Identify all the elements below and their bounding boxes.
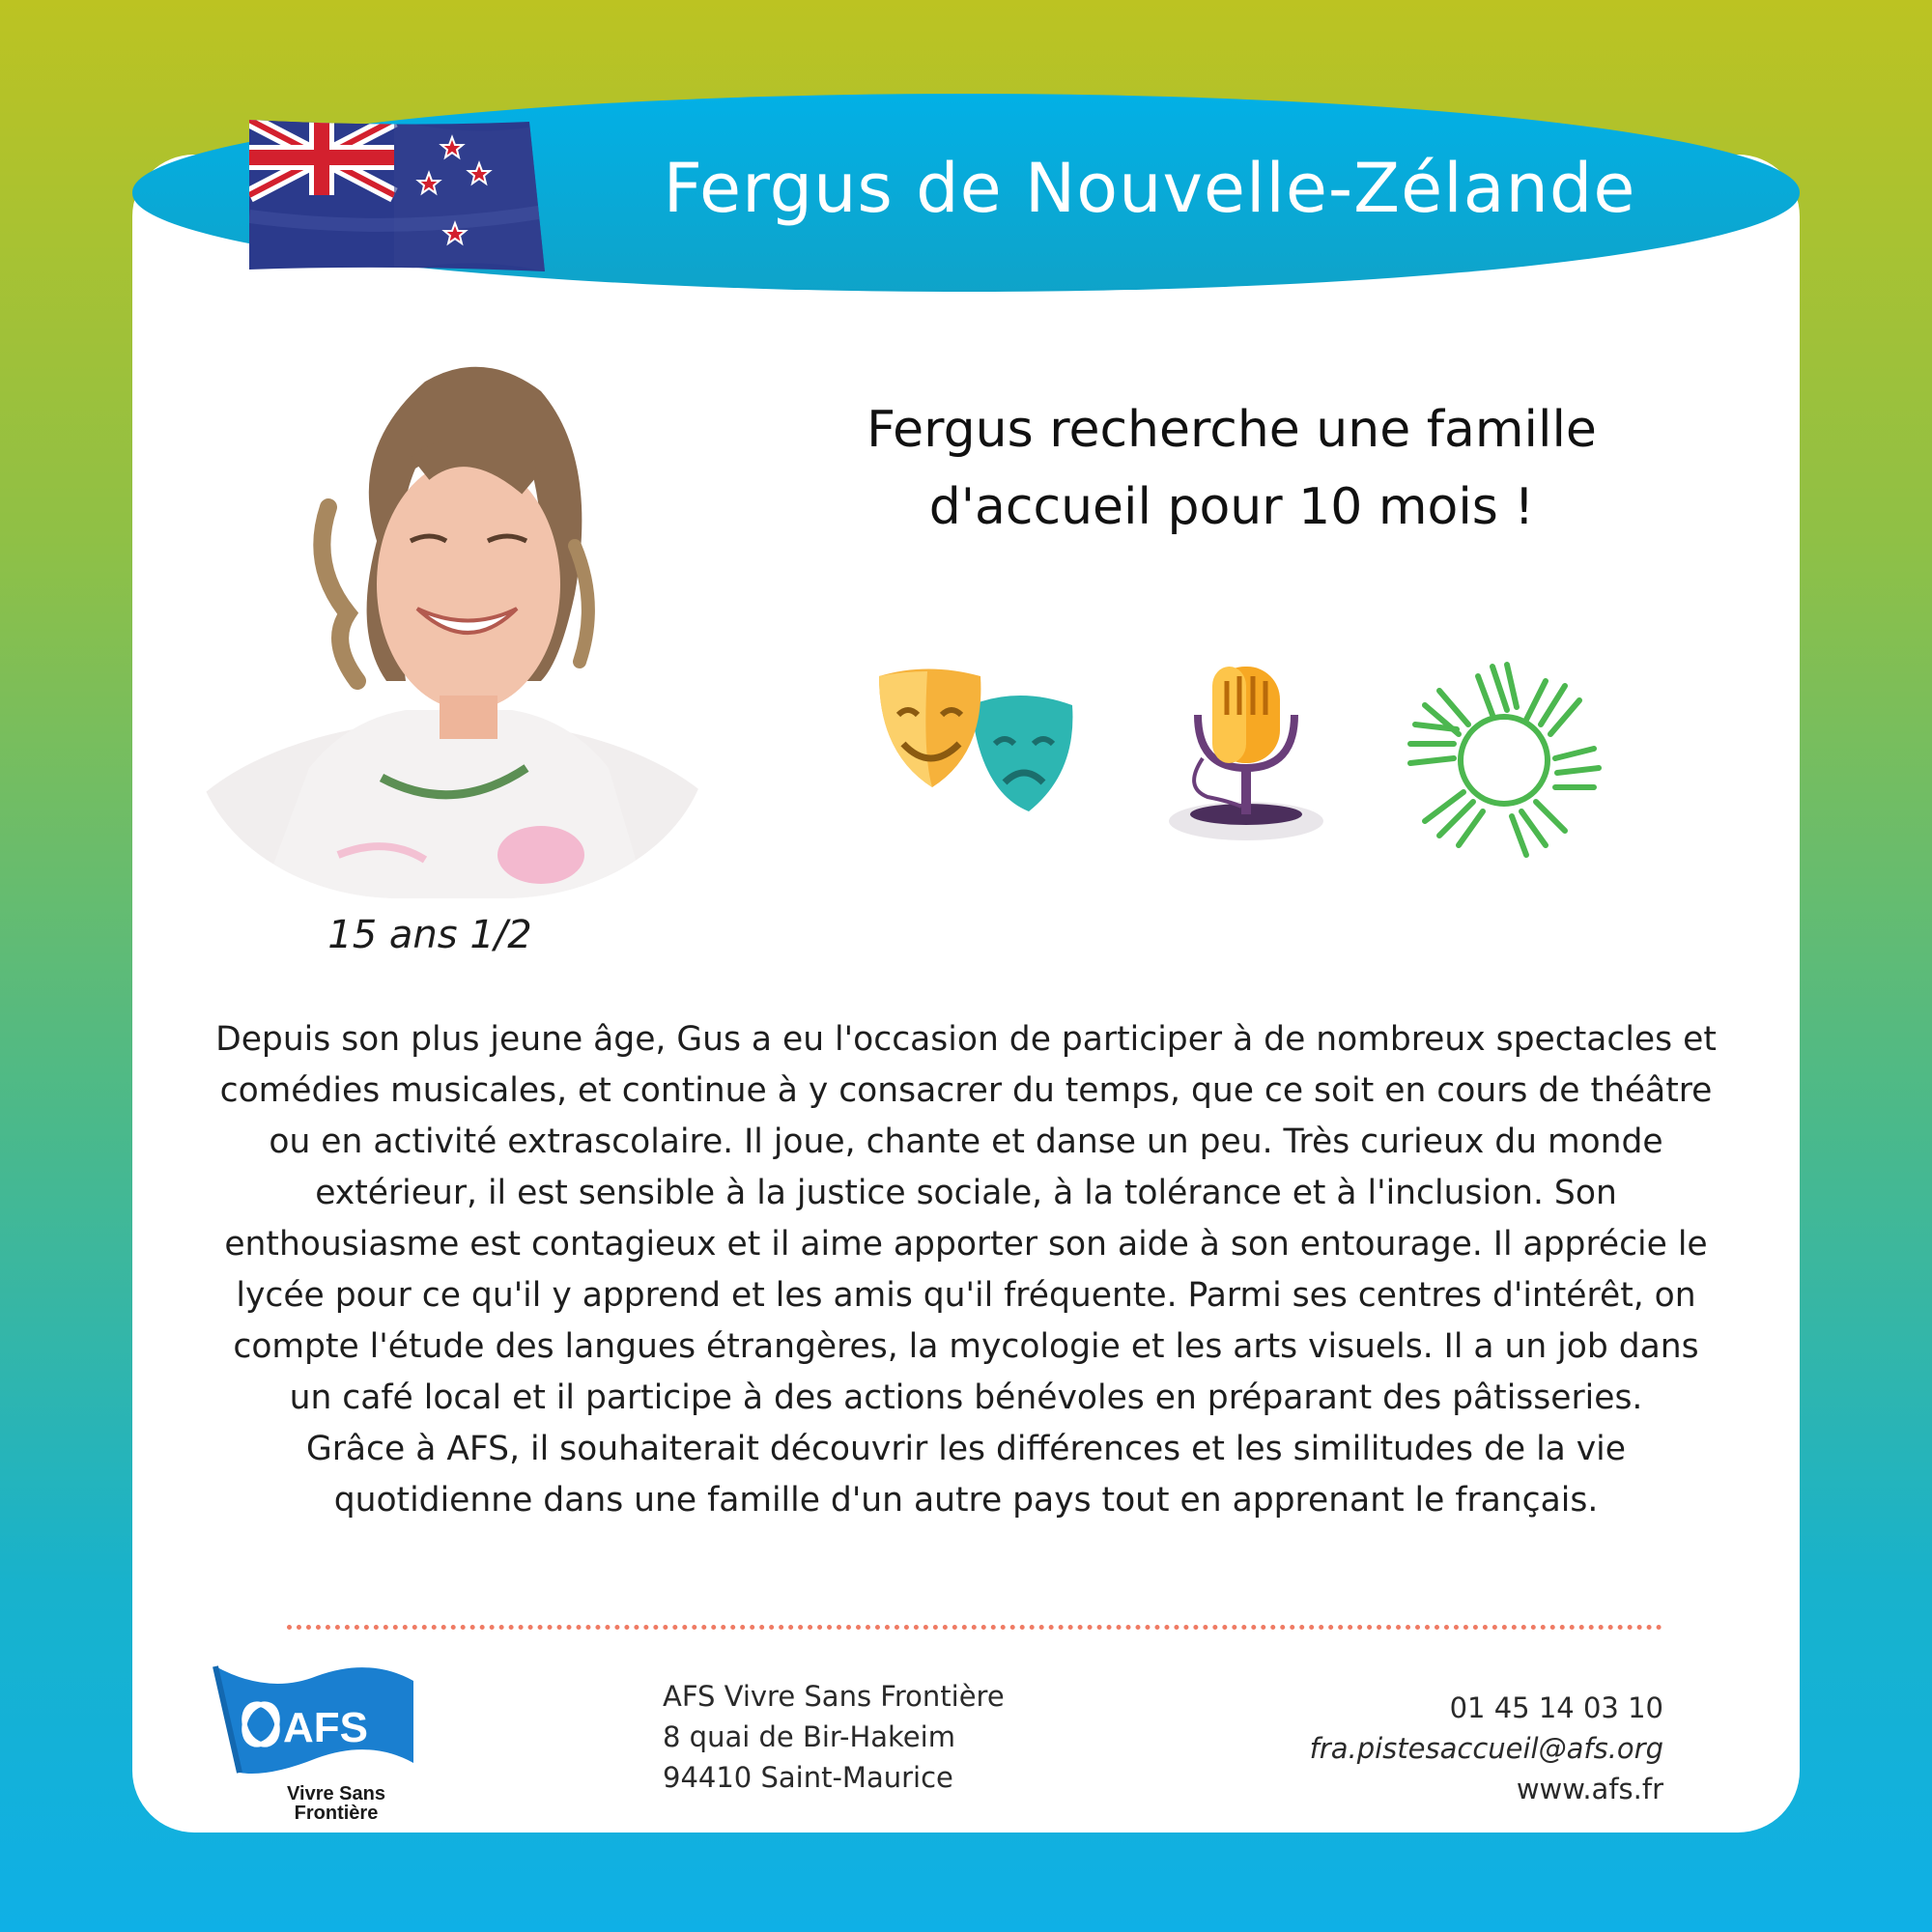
description — [208, 1014, 1724, 1526]
address-line-2: 8 quai de Bir-Hakeim — [663, 1720, 955, 1753]
page-title: Fergus de Nouvelle-Zélande — [663, 149, 1636, 228]
description-paragraph-1: Depuis son plus jeune âge, Gus a eu l'occasion de participer à de nombreux spectacles et comédies musicales, et continue à y consacrer du temps, que ce soit en cours de théâtre ou en activité extrascolaire. Il joue, chante et danse un peu. Très curieux du monde extérieur, il est sensible à la justice sociale, à la tolérance et à l'inclusion. Son enthousiasme est contagieux et il aime apporter son aide à son entourage. Il apprécie le lycée pour ce qu'il y apprend et les amis qu'il fréquente. Parmi ses centres d'intérêt, on compte l'étude des langues étrangères, la mycologie et les arts visuels. Il a un job dans un café local et il participe à des actions bénévoles en préparant des pâtisseries. — [215, 1020, 1717, 1417]
microphone-icon — [1164, 662, 1328, 845]
afs-logo-text: AFS — [283, 1704, 368, 1751]
footer-divider — [287, 1625, 1662, 1630]
headline — [734, 391, 1729, 546]
hands-circle-icon — [1401, 657, 1608, 865]
website-link[interactable]: www.afs.fr — [1516, 1773, 1663, 1805]
contact-block — [1227, 1688, 1663, 1809]
description-paragraph-2: Grâce à AFS, il souhaiterait découvrir les différences et les similitudes de la vie quotidienne dans une famille d'un autre pays tout en apprenant le français. — [306, 1430, 1626, 1520]
email-link[interactable]: fra.pistesaccueil@afs.org — [1309, 1732, 1663, 1765]
address-block — [663, 1676, 1068, 1798]
student-portrait — [193, 314, 710, 898]
afs-tagline-line1: Vivre Sans — [287, 1783, 385, 1804]
afs-tagline-line2: Frontière — [294, 1803, 379, 1824]
headline-line2: d'accueil pour 10 mois ! — [928, 478, 1535, 536]
address-line-3: 94410 Saint-Maurice — [663, 1761, 953, 1794]
afs-logo — [211, 1657, 418, 1826]
theater-masks-icon — [874, 667, 1082, 821]
address-line-1: AFS Vivre Sans Frontière — [663, 1680, 1005, 1713]
new-zealand-flag-icon — [249, 120, 545, 271]
headline-line1: Fergus recherche une famille — [867, 401, 1597, 459]
age-label: 15 ans 1/2 — [327, 913, 532, 957]
phone-number: 01 45 14 03 10 — [1449, 1691, 1663, 1724]
